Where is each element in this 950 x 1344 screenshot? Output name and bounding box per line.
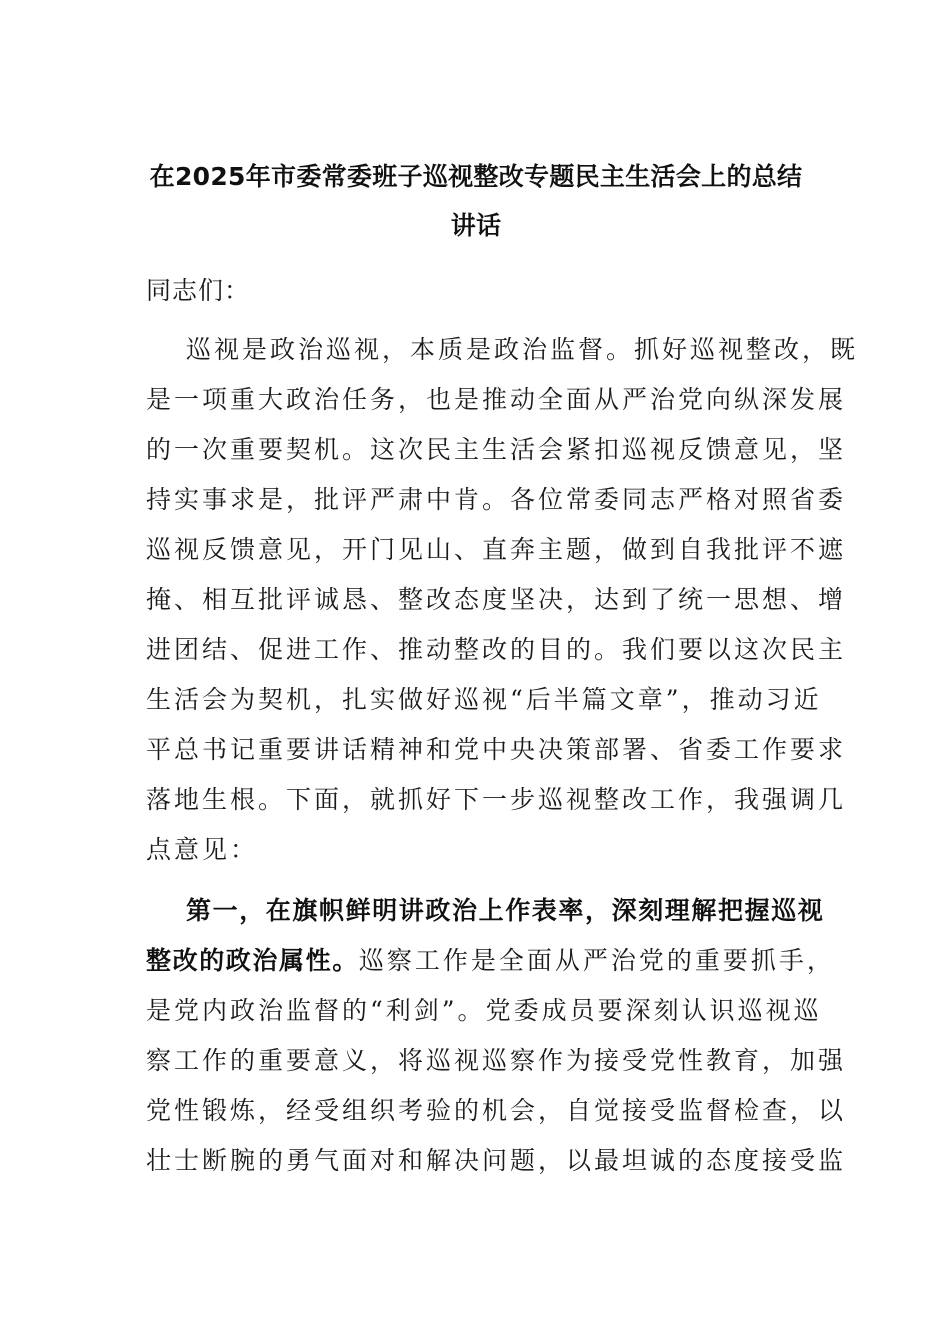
title-line-1: 在2025年市委常委班子巡视整改专题民主生活会上的总结 xyxy=(149,162,803,191)
document-title xyxy=(146,152,806,250)
paragraph-line: 察工作的重要意义，将巡视巡察作为接受党性教育，加强 xyxy=(146,1046,847,1075)
paragraph-intro xyxy=(146,325,859,875)
salutation: 同志们： xyxy=(146,276,251,305)
paragraph-line: 的一次重要契机。这次民主生活会紧扣巡视反馈意见，坚 xyxy=(146,435,847,464)
paragraph-line: 落地生根。下面，就抓好下一步巡视整改工作，我强调几 xyxy=(146,785,847,814)
paragraph-line: 党性锻炼，经受组织考验的机会，自觉接受监督检查，以 xyxy=(146,1096,847,1125)
section-heading-line-1: 第一，在旗帜鲜明讲政治上作表率，深刻理解把握巡视 xyxy=(186,896,825,925)
paragraph-line: 点意见： xyxy=(146,835,259,864)
paragraph-line: 巡视反馈意见，开门见山、直奔主题，做到自我批评不遮 xyxy=(146,535,847,564)
title-line-2: 讲话 xyxy=(450,211,502,240)
paragraph-line: 进团结、促进工作、推动整改的目的。我们要以这次民主 xyxy=(146,635,847,664)
paragraph-line: 持实事求是，批评严肃中肯。各位常委同志严格对照省委 xyxy=(146,485,847,514)
paragraph-line: 平总书记重要讲话精神和党中央决策部署、省委工作要求 xyxy=(146,735,847,764)
paragraph-line: 壮士断腕的勇气面对和解决问题，以最坦诚的态度接受监 xyxy=(146,1146,847,1175)
paragraph-line: 巡视是政治巡视，本质是政治监督。抓好巡视整改，既 xyxy=(186,335,859,364)
paragraph-line: 掩、相互批评诚恳、整改态度坚决，达到了统一思想、增 xyxy=(146,585,847,614)
paragraph-line: 是一项重大政治任务，也是推动全面从严治党向纵深发展 xyxy=(146,385,847,414)
paragraph-point-one xyxy=(146,886,847,1186)
paragraph-line: 生活会为契机，扎实做好巡视“后半篇文章”，推动习近 xyxy=(146,685,822,714)
section-heading-line-2: 整改的政治属性。 xyxy=(146,946,359,975)
paragraph-line-mixed xyxy=(146,936,835,986)
paragraph-text: 巡察工作是全面从严治党的重要抓手， xyxy=(358,946,835,975)
paragraph-line: 是党内政治监督的“利剑”。党委成员要深刻认识巡视巡 xyxy=(146,996,822,1025)
